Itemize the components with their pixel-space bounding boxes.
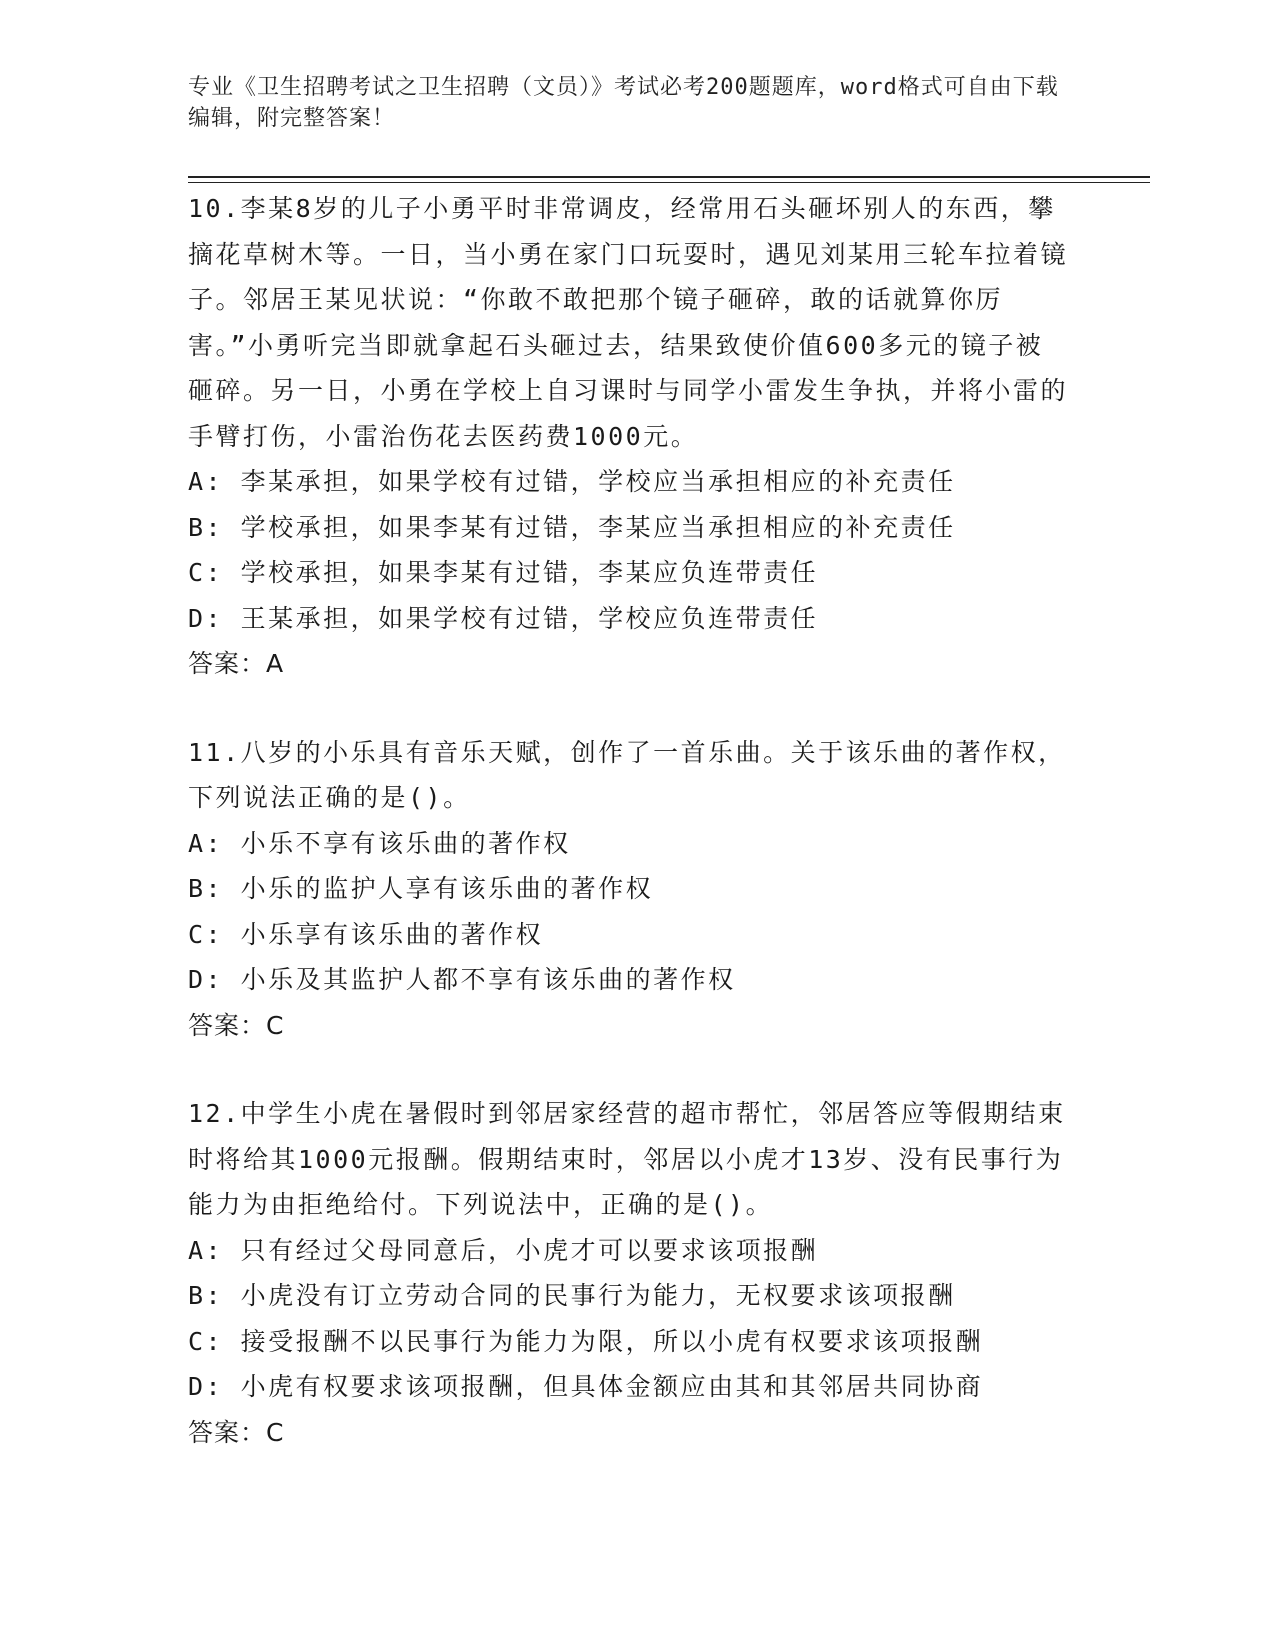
option-c: C: 学校承担，如果李某有过错，李某应负连带责任: [188, 558, 819, 587]
option-b: B: 学校承担，如果李某有过错，李某应当承担相应的补充责任: [188, 512, 956, 542]
header-rule-thin: [188, 182, 1150, 183]
option-c: C: 小乐享有该乐曲的著作权: [188, 919, 544, 949]
option-d: D: 小虎有权要求该项报酬，但具体金额应由其和其邻居共同协商: [188, 1372, 984, 1401]
option-a: A: 只有经过父母同意后，小虎才可以要求该项报酬: [188, 1235, 819, 1265]
answer-line: 答案：C: [188, 1010, 285, 1040]
answer-line: 答案：C: [188, 1417, 285, 1447]
option-c: C: 接受报酬不以民事行为能力为限，所以小虎有权要求该项报酬: [188, 1326, 984, 1356]
question-stem: 12.中学生小虎在暑假时到邻居家经营的超市帮忙，邻居答应等假期结束时将给其1000元报酬。假期结束时，邻居以小虎才13岁、没有民事行为能力为由拒绝给付。下列说法中，正确的是()。: [188, 1099, 1066, 1219]
option-a: A: 李某承担，如果学校有过错，学校应当承担相应的补充责任: [188, 467, 956, 496]
answer-line: 答案：A: [188, 649, 285, 678]
question-10: [188, 186, 1068, 687]
option-a: A: 小乐不享有该乐曲的著作权: [188, 828, 571, 858]
question-list: [188, 186, 1068, 1498]
option-b: B: 小虎没有订立劳动合同的民事行为能力，无权要求该项报酬: [188, 1281, 956, 1310]
option-d: D: 王某承担，如果学校有过错，学校应负连带责任: [188, 603, 819, 633]
document-header: 专业《卫生招聘考试之卫生招聘（文员）》考试必考200题题库，word格式可自由下载编辑，附完整答案！: [188, 75, 1059, 131]
question-12: [188, 1091, 1068, 1455]
question-stem: 10.李某8岁的儿子小勇平时非常调皮，经常用石头砸坏别人的东西，攀摘花草树木等。一日，当小勇在家门口玩耍时，遇见刘某用三轮车拉着镜子。邻居王某见状说：“你敢不敢把那个镜子砸碎，敢的话就算你厉害。”小勇听完当即就拿起石头砸过去，结果致使价值600多元的镜子被砸碎。另一日，小勇在学校上自习课时与同学小雷发生争执，并将小雷的手臂打伤，小雷治伤花去医药费1000元。: [188, 194, 1069, 451]
header-rule-thick: [188, 176, 1150, 178]
option-d: D: 小乐及其监护人都不享有该乐曲的著作权: [188, 965, 736, 994]
question-stem: 11.八岁的小乐具有音乐天赋，创作了一首乐曲。关于该乐曲的著作权，下列说法正确的是()。: [188, 737, 1066, 812]
option-b: B: 小乐的监护人享有该乐曲的著作权: [188, 874, 654, 903]
question-11: [188, 730, 1068, 1049]
